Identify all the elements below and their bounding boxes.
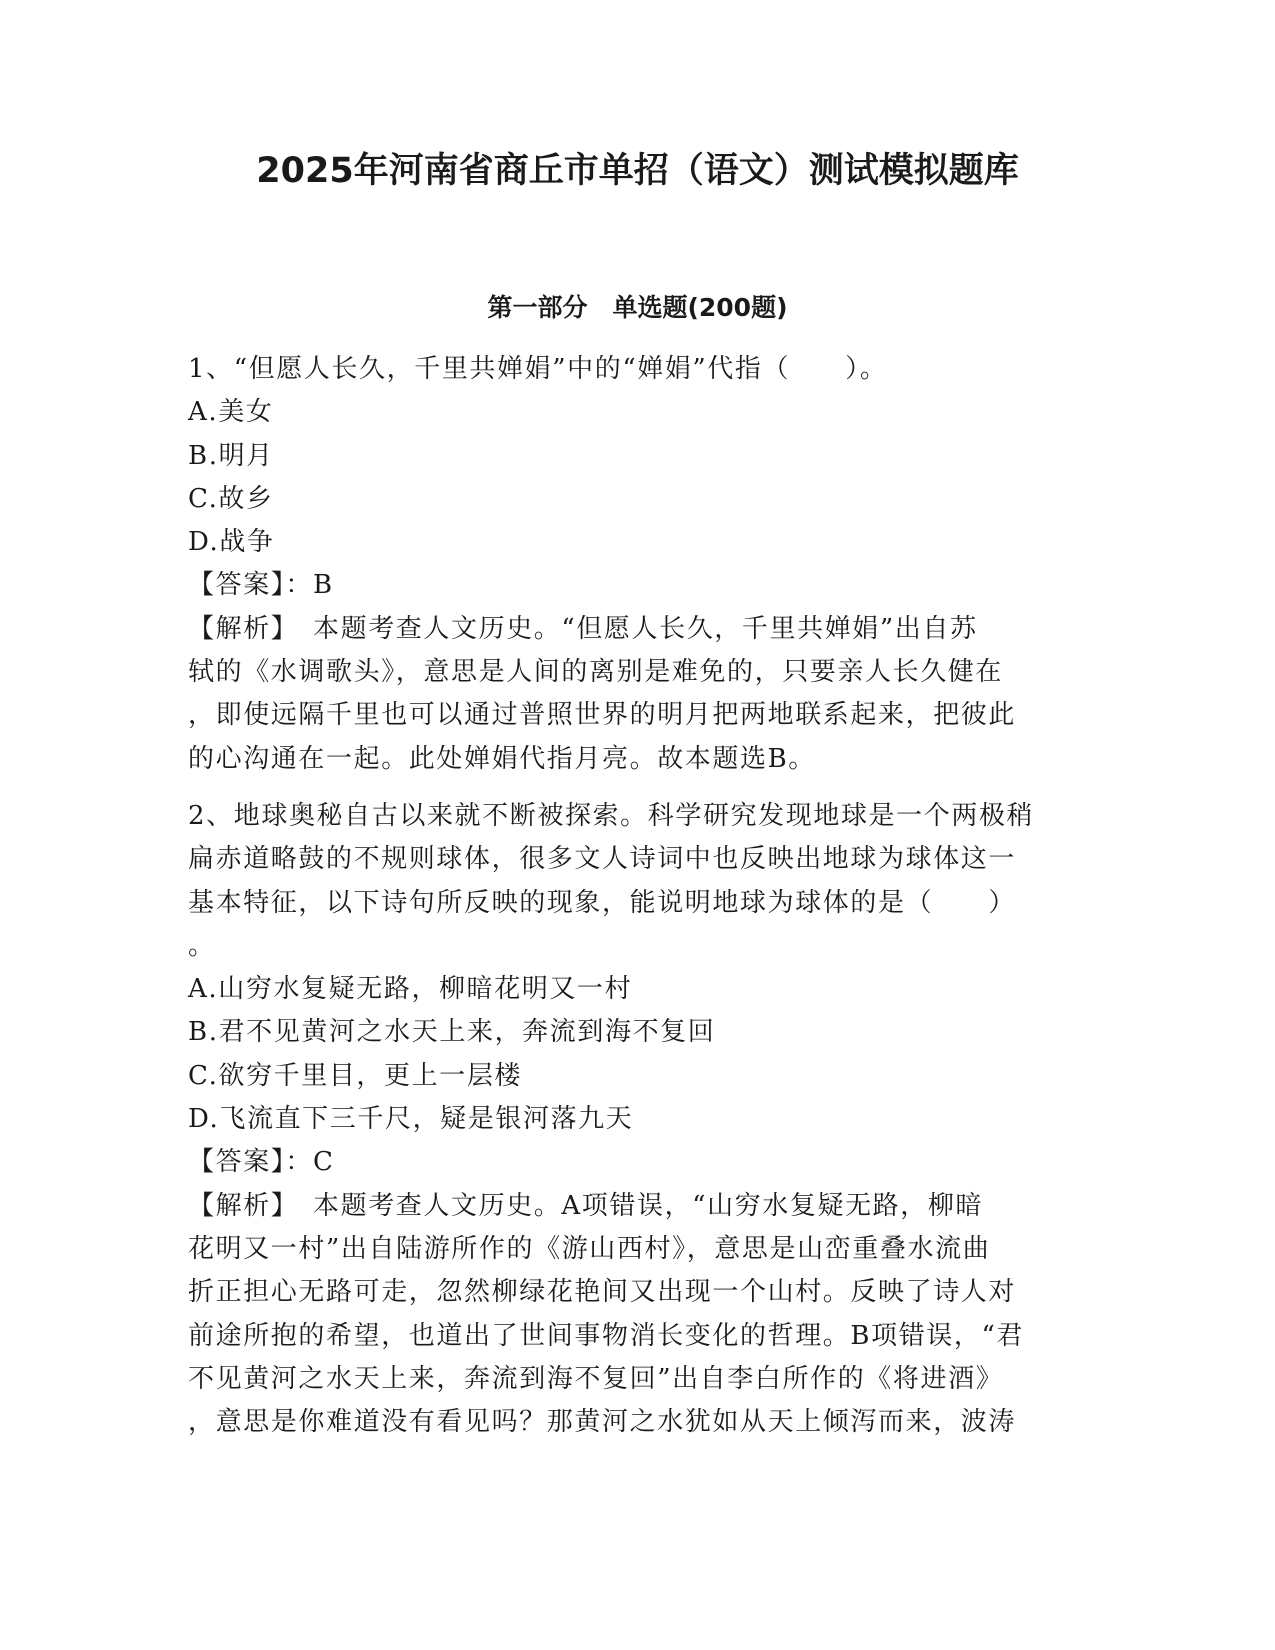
option-b: B.君不见黄河之水天上来，奔流到海不复回 bbox=[188, 1017, 716, 1048]
answer-line: 【答案】：C bbox=[188, 1147, 335, 1178]
option-d: D.飞流直下三千尺，疑是银河落九天 bbox=[188, 1104, 634, 1135]
stem-line: 。 bbox=[188, 930, 216, 961]
question-spacer bbox=[188, 781, 1088, 795]
analysis-line: 前途所抱的希望，也道出了世间事物消长变化的哲理。B项错误，“君 bbox=[188, 1320, 1024, 1351]
stem-line: 1、“但愿人长久，千里共婵娟”中的“婵娟”代指（ ）。 bbox=[188, 354, 888, 384]
analysis-line: 【解析】 本题考查人文历史。“但愿人长久，千里共婵娟”出自苏 bbox=[188, 613, 978, 644]
option-c: C.欲穷千里目，更上一层楼 bbox=[188, 1060, 523, 1091]
option-a: A.美女 bbox=[188, 397, 274, 428]
analysis-line: 花明又一村”出自陆游所作的《游山西村》，意思是山峦重叠水流曲 bbox=[188, 1233, 991, 1264]
document-title: 2025年河南省商丘市单招（语文）测试模拟题库 bbox=[256, 151, 1019, 191]
question-options bbox=[188, 391, 1088, 564]
stem-line: 扁赤道略鼓的不规则球体，很多文人诗词中也反映出地球为球体这一 bbox=[188, 844, 1017, 875]
question-1 bbox=[188, 348, 1088, 781]
option-a: A.山穷水复疑无路，柳暗花明又一村 bbox=[188, 974, 633, 1005]
stem-line: 基本特征，以下诗句所反映的现象，能说明地球为球体的是（ ） bbox=[188, 887, 1017, 918]
analysis-line: 的心沟通在一起。此处婵娟代指月亮。故本题选B。 bbox=[188, 743, 816, 774]
question-options bbox=[188, 968, 1088, 1141]
option-c: C.故乡 bbox=[188, 483, 274, 514]
analysis-line: 轼的《水调歌头》，意思是人间的离别是难免的，只要亲人长久健在 bbox=[188, 657, 1004, 688]
analysis-line: 【解析】 本题考查人文历史。A项错误，“山穷水复疑无路，柳暗 bbox=[188, 1190, 984, 1221]
option-d: D.战争 bbox=[188, 527, 275, 558]
question-stem bbox=[188, 348, 1088, 391]
answer-line: 【答案】：B bbox=[188, 570, 334, 601]
section-title: 第一部分 单选题(200题) bbox=[487, 293, 788, 322]
question-stem bbox=[188, 795, 1088, 968]
analysis bbox=[188, 608, 1088, 781]
question-2 bbox=[188, 795, 1088, 1444]
question-list bbox=[188, 348, 1088, 1444]
stem-line: 2、地球奥秘自古以来就不断被探索。科学研究发现地球是一个两极稍 bbox=[188, 800, 1035, 831]
option-b: B.明月 bbox=[188, 440, 274, 471]
analysis-line: 不见黄河之水天上来，奔流到海不复回”出自李白所作的《将进酒》 bbox=[188, 1363, 1004, 1394]
analysis-line: ，意思是你难道没有看见吗？那黄河之水犹如从天上倾泻而来，波涛 bbox=[188, 1407, 1017, 1438]
analysis bbox=[188, 1185, 1088, 1445]
analysis-line: 折正担心无路可走，忽然柳绿花艳间又出现一个山村。反映了诗人对 bbox=[188, 1277, 1017, 1308]
analysis-line: ，即使远隔千里也可以通过普照世界的明月把两地联系起来，把彼此 bbox=[188, 700, 1017, 731]
